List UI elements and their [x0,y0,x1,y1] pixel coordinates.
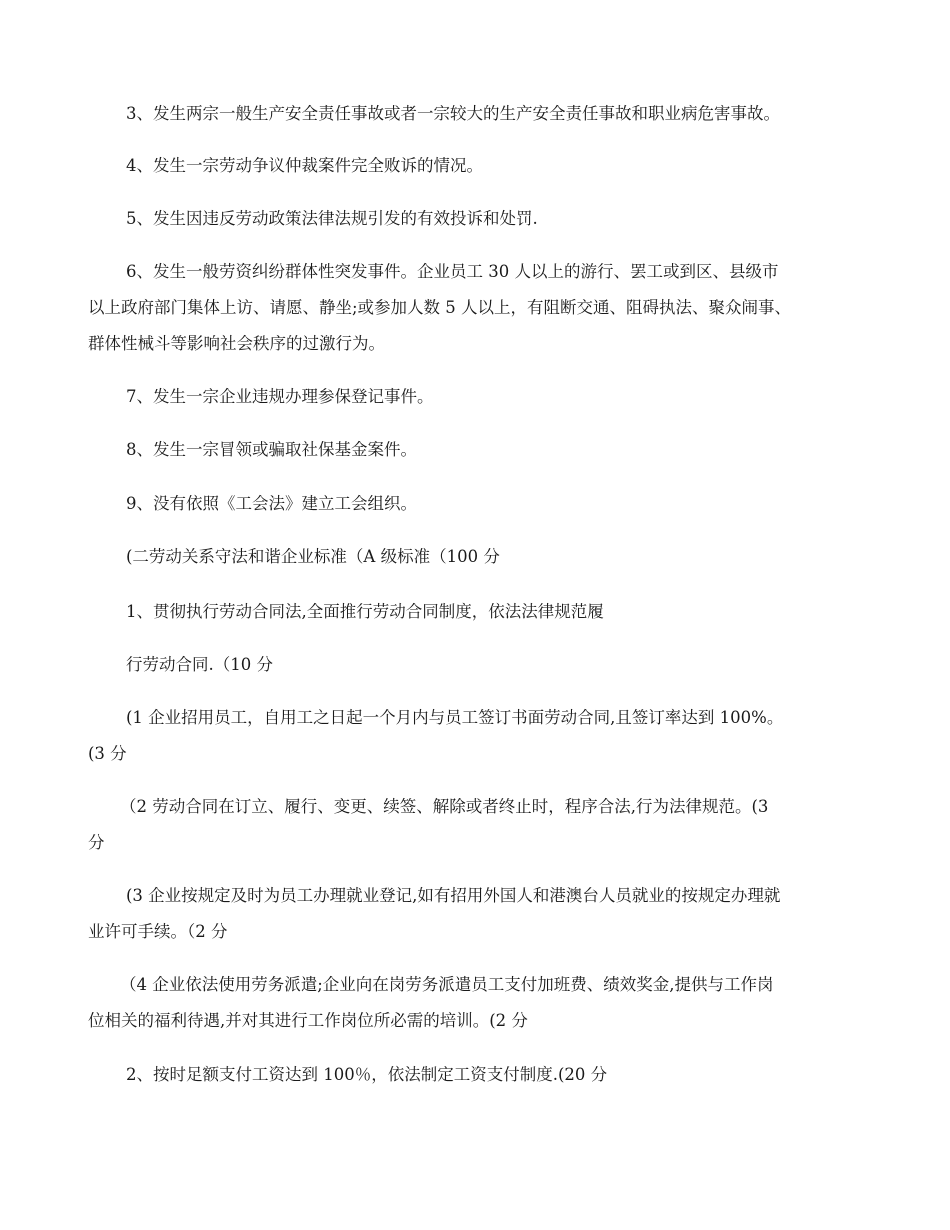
text-line-sub-4-b: 位相关的福利待遇,并对其进行工作岗位所必需的培训。(2 分 [88,1011,528,1030]
text-line-item-9: 9、没有依照《工会法》建立工会组织。 [126,494,417,513]
text-line-clause-1-a: 1、贯彻执行劳动合同法,全面推行劳动合同制度，依法法律规范履 [126,602,604,621]
text-line-sub-2-b: 分 [88,833,105,852]
text-line-item-8: 8、发生一宗冒领或骗取社保基金案件。 [126,440,417,459]
text-line-item-4: 4、发生一宗劳动争议仲裁案件完全败诉的情况。 [126,156,483,175]
text-line-item-6-a: 6、发生一般劳资纠纷群体性突发事件。企业员工 30 人以上的游行、罢工或到区、县级市 [126,262,779,281]
text-line-item-3: 3、发生两宗一般生产安全责任事故或者一宗较大的生产安全责任事故和职业病危害事故。 [126,104,780,123]
text-line-sub-2-a: （2 劳动合同在订立、履行、变更、续签、解除或者终止时，程序合法,行为法律规范。(3 [120,797,769,816]
text-line-item-5: 5、发生因违反劳动政策法律法规引发的有效投诉和处罚. [126,209,538,228]
text-line-sub-3-b: 业许可手续。（2 分 [88,922,228,941]
text-line-item-7: 7、发生一宗企业违规办理参保登记事件。 [126,387,434,406]
text-line-sub-3-a: (3 企业按规定及时为员工办理就业登记,如有招用外国人和港澳台人员就业的按规定办理就 [126,886,781,905]
text-line-sub-1-a: (1 企业招用员工，自用工之日起一个月内与员工签订书面劳动合同,且签订率达到 100%。 [126,708,784,727]
text-line-item-6-b: 以上政府部门集体上访、请愿、静坐;或参加人数 5 人以上，有阻断交通、阻碍执法、聚众闹事、 [88,298,792,317]
text-line-clause-2: 2、按时足额支付工资达到 100％，依法制定工资支付制度.(20 分 [126,1065,608,1084]
text-line-sub-4-a: （4 企业依法使用劳务派遣;企业向在岗劳务派遣员工支付加班费、绩效奖金,提供与工作岗 [120,975,774,994]
text-line-clause-1-b: 行劳动合同.（10 分 [126,655,273,674]
text-line-sub-1-b: (3 分 [88,744,127,763]
text-line-item-6-c: 群体性械斗等影响社会秩序的过激行为。 [88,334,385,353]
section-heading: (二劳动关系守法和谐企业标准（A 级标准（100 分 [126,547,500,566]
